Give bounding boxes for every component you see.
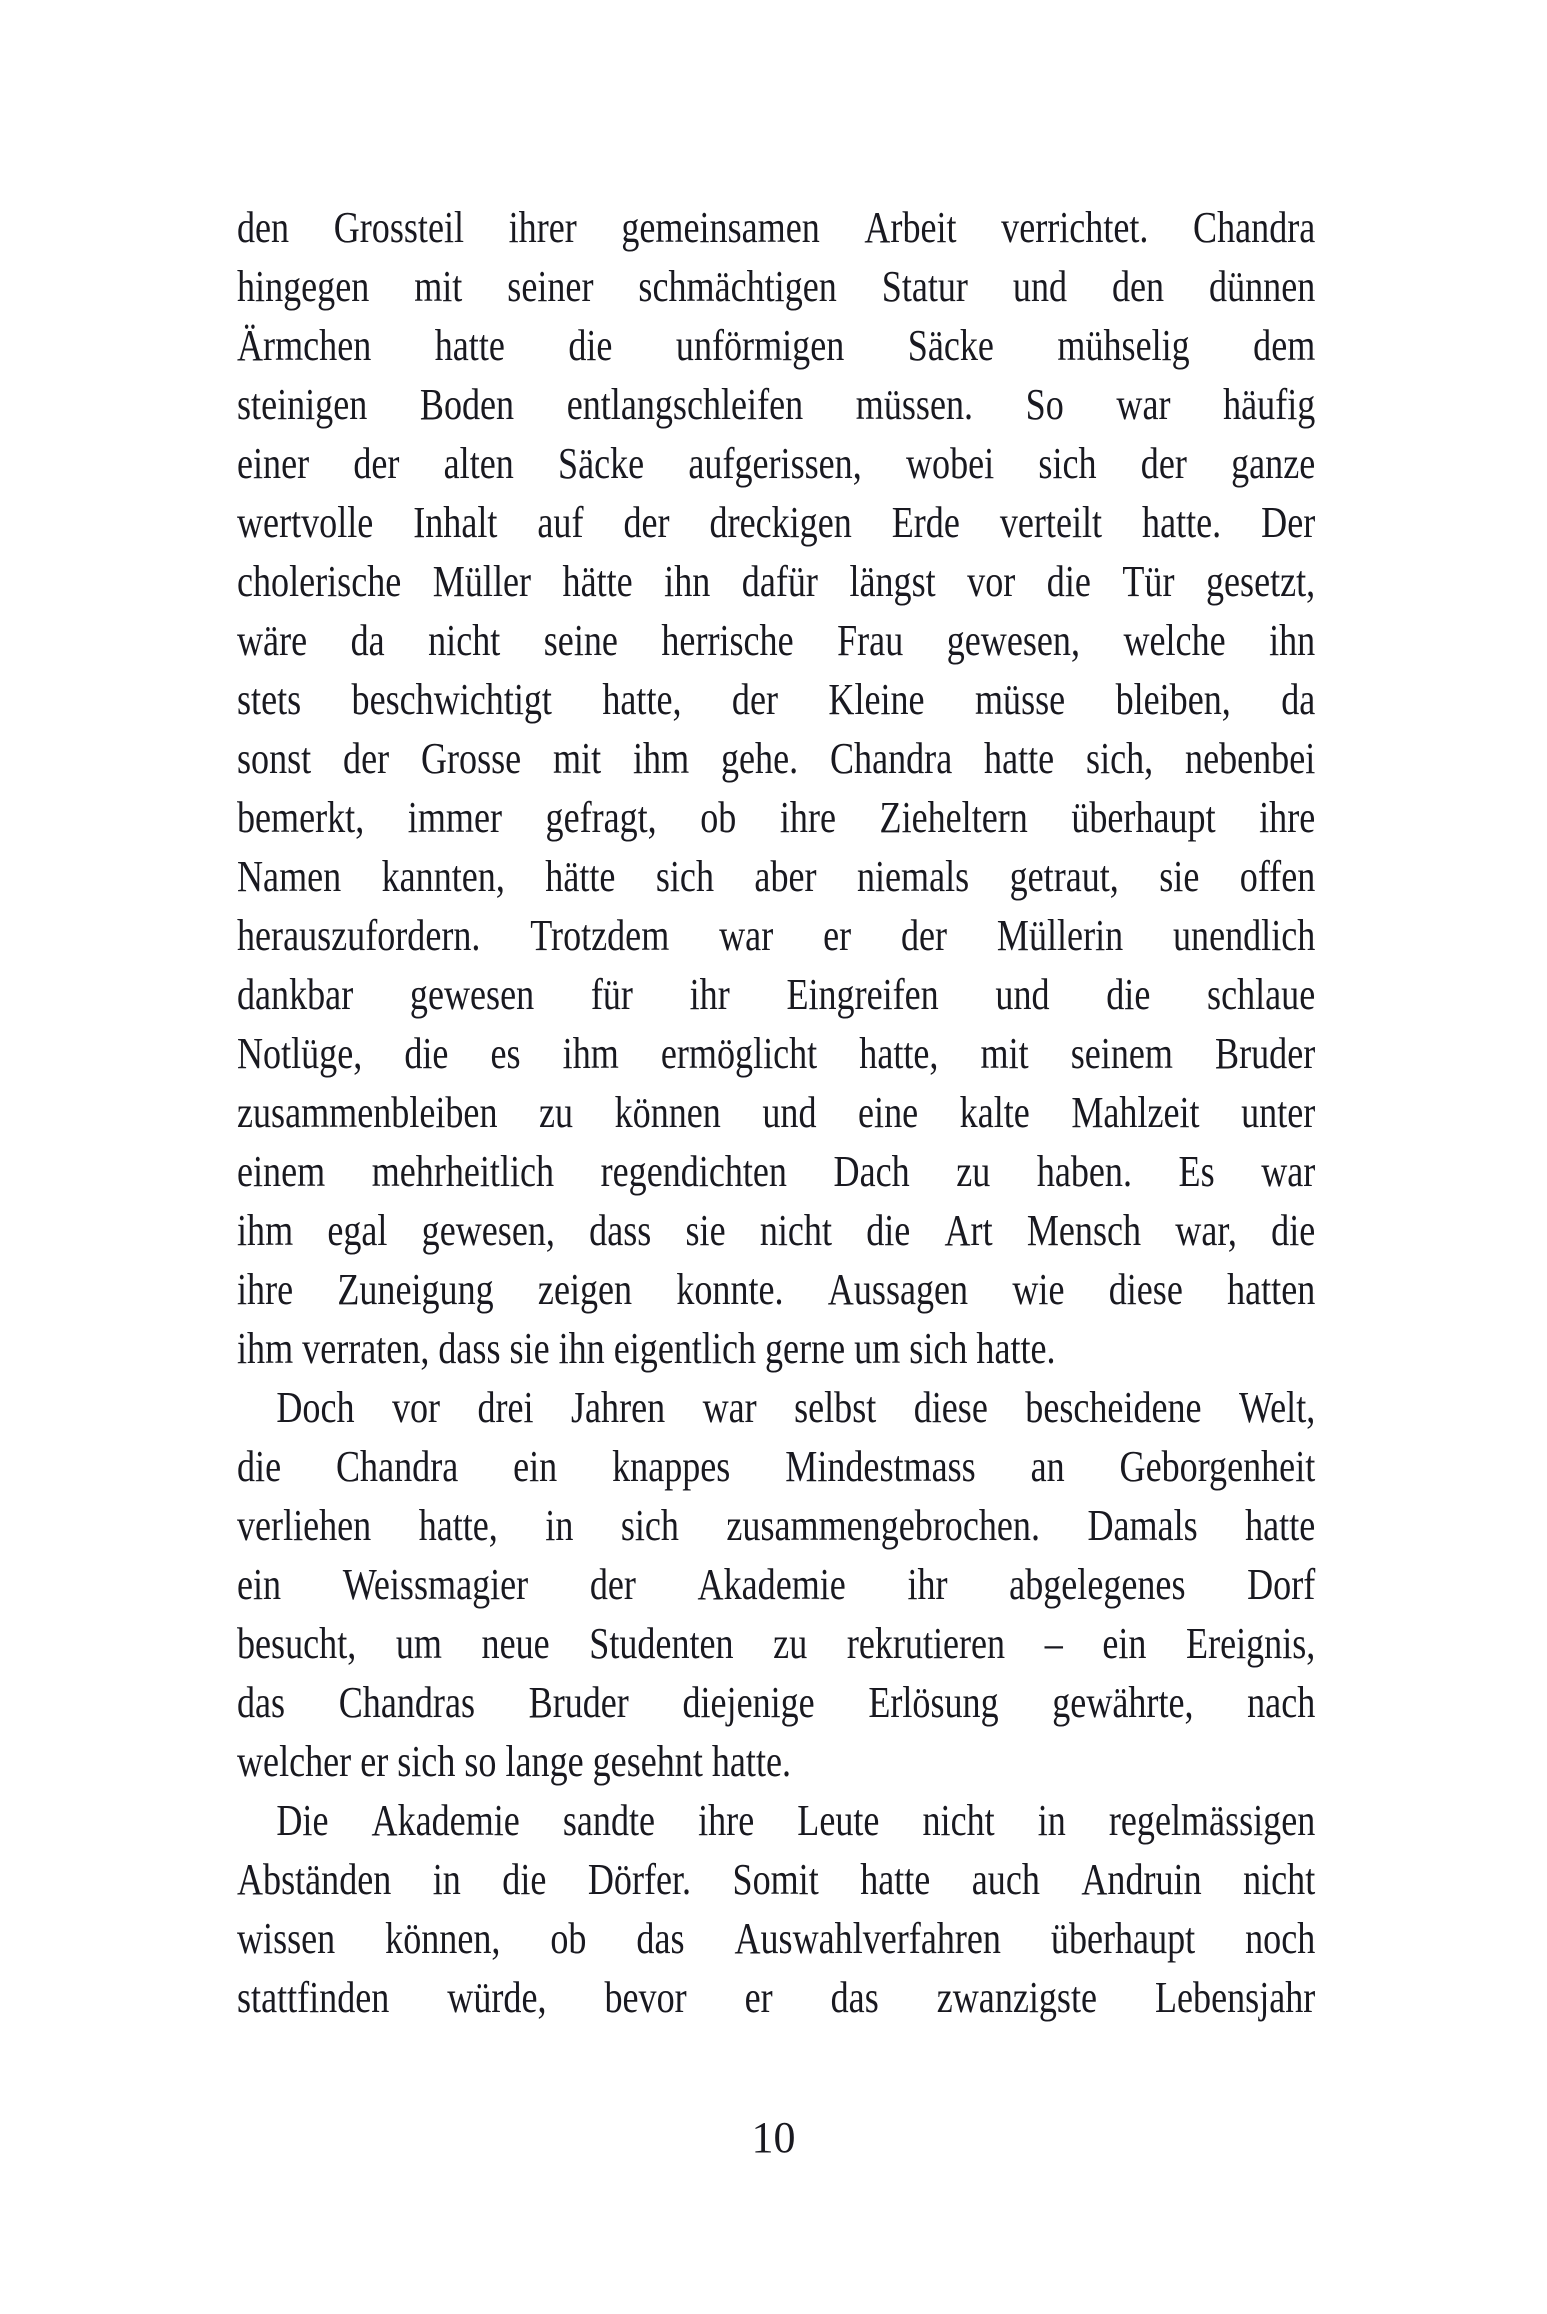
text-line: ihm egal gewesen, dass sie nicht die Art Mensch war, die [237,1206,1316,1255]
text-line: bemerkt, immer gefragt, ob ihre Zieheltern überhaupt ihre [237,793,1316,842]
text-line: Abständen in die Dörfer. Somit hatte auch Andruin nicht [237,1855,1316,1904]
text-line: ihm verraten, dass sie ihn eigentlich gerne um sich hatte. [237,1324,1056,1373]
text-line: stets beschwichtigt hatte, der Kleine müsse bleiben, da [237,675,1316,724]
text-line: Namen kannten, hätte sich aber niemals getraut, sie offen [237,852,1316,901]
text-line: dankbar gewesen für ihr Eingreifen und die schlaue [237,970,1316,1019]
text-line: Notlüge, die es ihm ermöglicht hatte, mit seinem Bruder [237,1029,1316,1078]
text-line: wäre da nicht seine herrische Frau gewesen, welche ihn [237,616,1316,665]
text-line: stattfinden würde, bevor er das zwanzigste Lebensjahr [237,1973,1316,2022]
text-line: ein Weissmagier der Akademie ihr abgelegenes Dorf [237,1560,1316,1609]
text-line: den Grossteil ihrer gemeinsamen Arbeit verrichtet. Chandra [237,203,1316,252]
text-line: besucht, um neue Studenten zu rekrutieren – ein Ereignis, [237,1619,1316,1668]
text-line: welcher er sich so lange gesehnt hatte. [237,1737,792,1786]
text-line: Die Akademie sandte ihre Leute nicht in regelmässigen [276,1796,1316,1845]
text-line: verliehen hatte, in sich zusammengebrochen. Damals hatte [237,1501,1316,1550]
page-number: 10 [751,2113,796,2162]
text-line: zusammenbleiben zu können und eine kalte Mahlzeit unter [237,1088,1316,1137]
text-line: hingegen mit seiner schmächtigen Statur und den dünnen [237,262,1316,311]
text-line: herauszufordern. Trotzdem war er der Müllerin unendlich [237,911,1316,960]
text-line: das Chandras Bruder diejenige Erlösung gewährte, nach [237,1678,1316,1727]
text-line: sonst der Grosse mit ihm gehe. Chandra hatte sich, nebenbei [237,734,1316,783]
text-line: cholerische Müller hätte ihn dafür längst vor die Tür gesetzt, [237,557,1316,606]
text-line: einem mehrheitlich regendichten Dach zu haben. Es war [237,1147,1316,1196]
body-text [237,198,1315,2027]
text-line: die Chandra ein knappes Mindestmass an Geborgenheit [237,1442,1316,1491]
text-line: wertvolle Inhalt auf der dreckigen Erde verteilt hatte. Der [237,498,1316,547]
text-line: einer der alten Säcke aufgerissen, wobei sich der ganze [237,439,1316,488]
text-line: steinigen Boden entlangschleifen müssen. So war häufig [237,380,1316,429]
text-line: ihre Zuneigung zeigen konnte. Aussagen wie diese hatten [237,1265,1316,1314]
text-line: Doch vor drei Jahren war selbst diese bescheidene Welt, [276,1383,1316,1432]
text-block [237,198,1315,2027]
text-line: Ärmchen hatte die unförmigen Säcke mühselig dem [237,321,1316,370]
text-line: wissen können, ob das Auswahlverfahren überhaupt noch [237,1914,1316,1963]
